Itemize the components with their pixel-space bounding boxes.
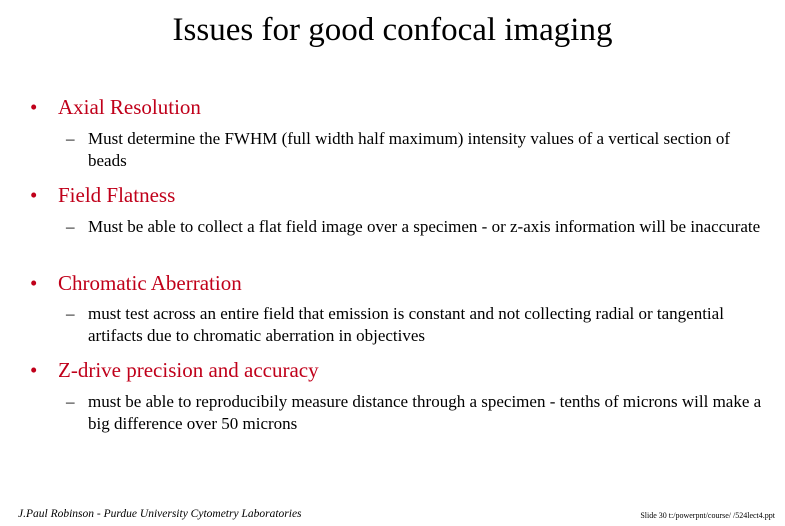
bullet-chromatic-aberration xyxy=(30,270,242,296)
sub-item-text: Must be able to collect a flat field image over a specimen - or z-axis information will be inaccurate xyxy=(88,217,761,236)
sub-item-chromatic-aberration xyxy=(66,303,766,347)
bullet-heading: Axial Resolution xyxy=(58,95,201,119)
bullet-marker: • xyxy=(30,95,38,119)
bullet-marker: • xyxy=(30,358,38,382)
dash-marker: – xyxy=(66,304,75,323)
sub-item-axial-resolution xyxy=(66,128,766,172)
sub-item-field-flatness xyxy=(66,216,766,238)
dash-marker: – xyxy=(66,217,75,236)
bullet-heading: Z-drive precision and accuracy xyxy=(58,358,319,382)
bullet-axial-resolution xyxy=(30,94,201,120)
bullet-heading: Field Flatness xyxy=(58,183,176,207)
dash-marker: – xyxy=(66,129,75,148)
bullet-marker: • xyxy=(30,183,38,207)
footer-author: J.Paul Robinson - Purdue University Cytometry Laboratories xyxy=(18,508,302,520)
sub-item-text: must be able to reproducibily measure distance through a specimen - tenths of microns will make a big difference over 50 microns xyxy=(88,392,762,433)
sub-item-text: Must determine the FWHM (full width half maximum) intensity values of a vertical section of beads xyxy=(88,129,731,170)
dash-marker: – xyxy=(66,392,75,411)
slide-title: Issues for good confocal imaging xyxy=(172,12,613,48)
sub-item-z-drive-precision xyxy=(66,391,766,435)
sub-item-text: must test across an entire field that emission is constant and not collecting radial or tangential artifacts due to chromatic aberration in objectives xyxy=(88,304,724,345)
bullet-field-flatness xyxy=(30,182,175,208)
footer-slide-info: Slide 30 t:/powerpnt/course/ /524lect4.ppt xyxy=(640,511,775,520)
bullet-heading: Chromatic Aberration xyxy=(58,271,242,295)
bullet-marker: • xyxy=(30,271,38,295)
bullet-z-drive-precision xyxy=(30,357,319,383)
